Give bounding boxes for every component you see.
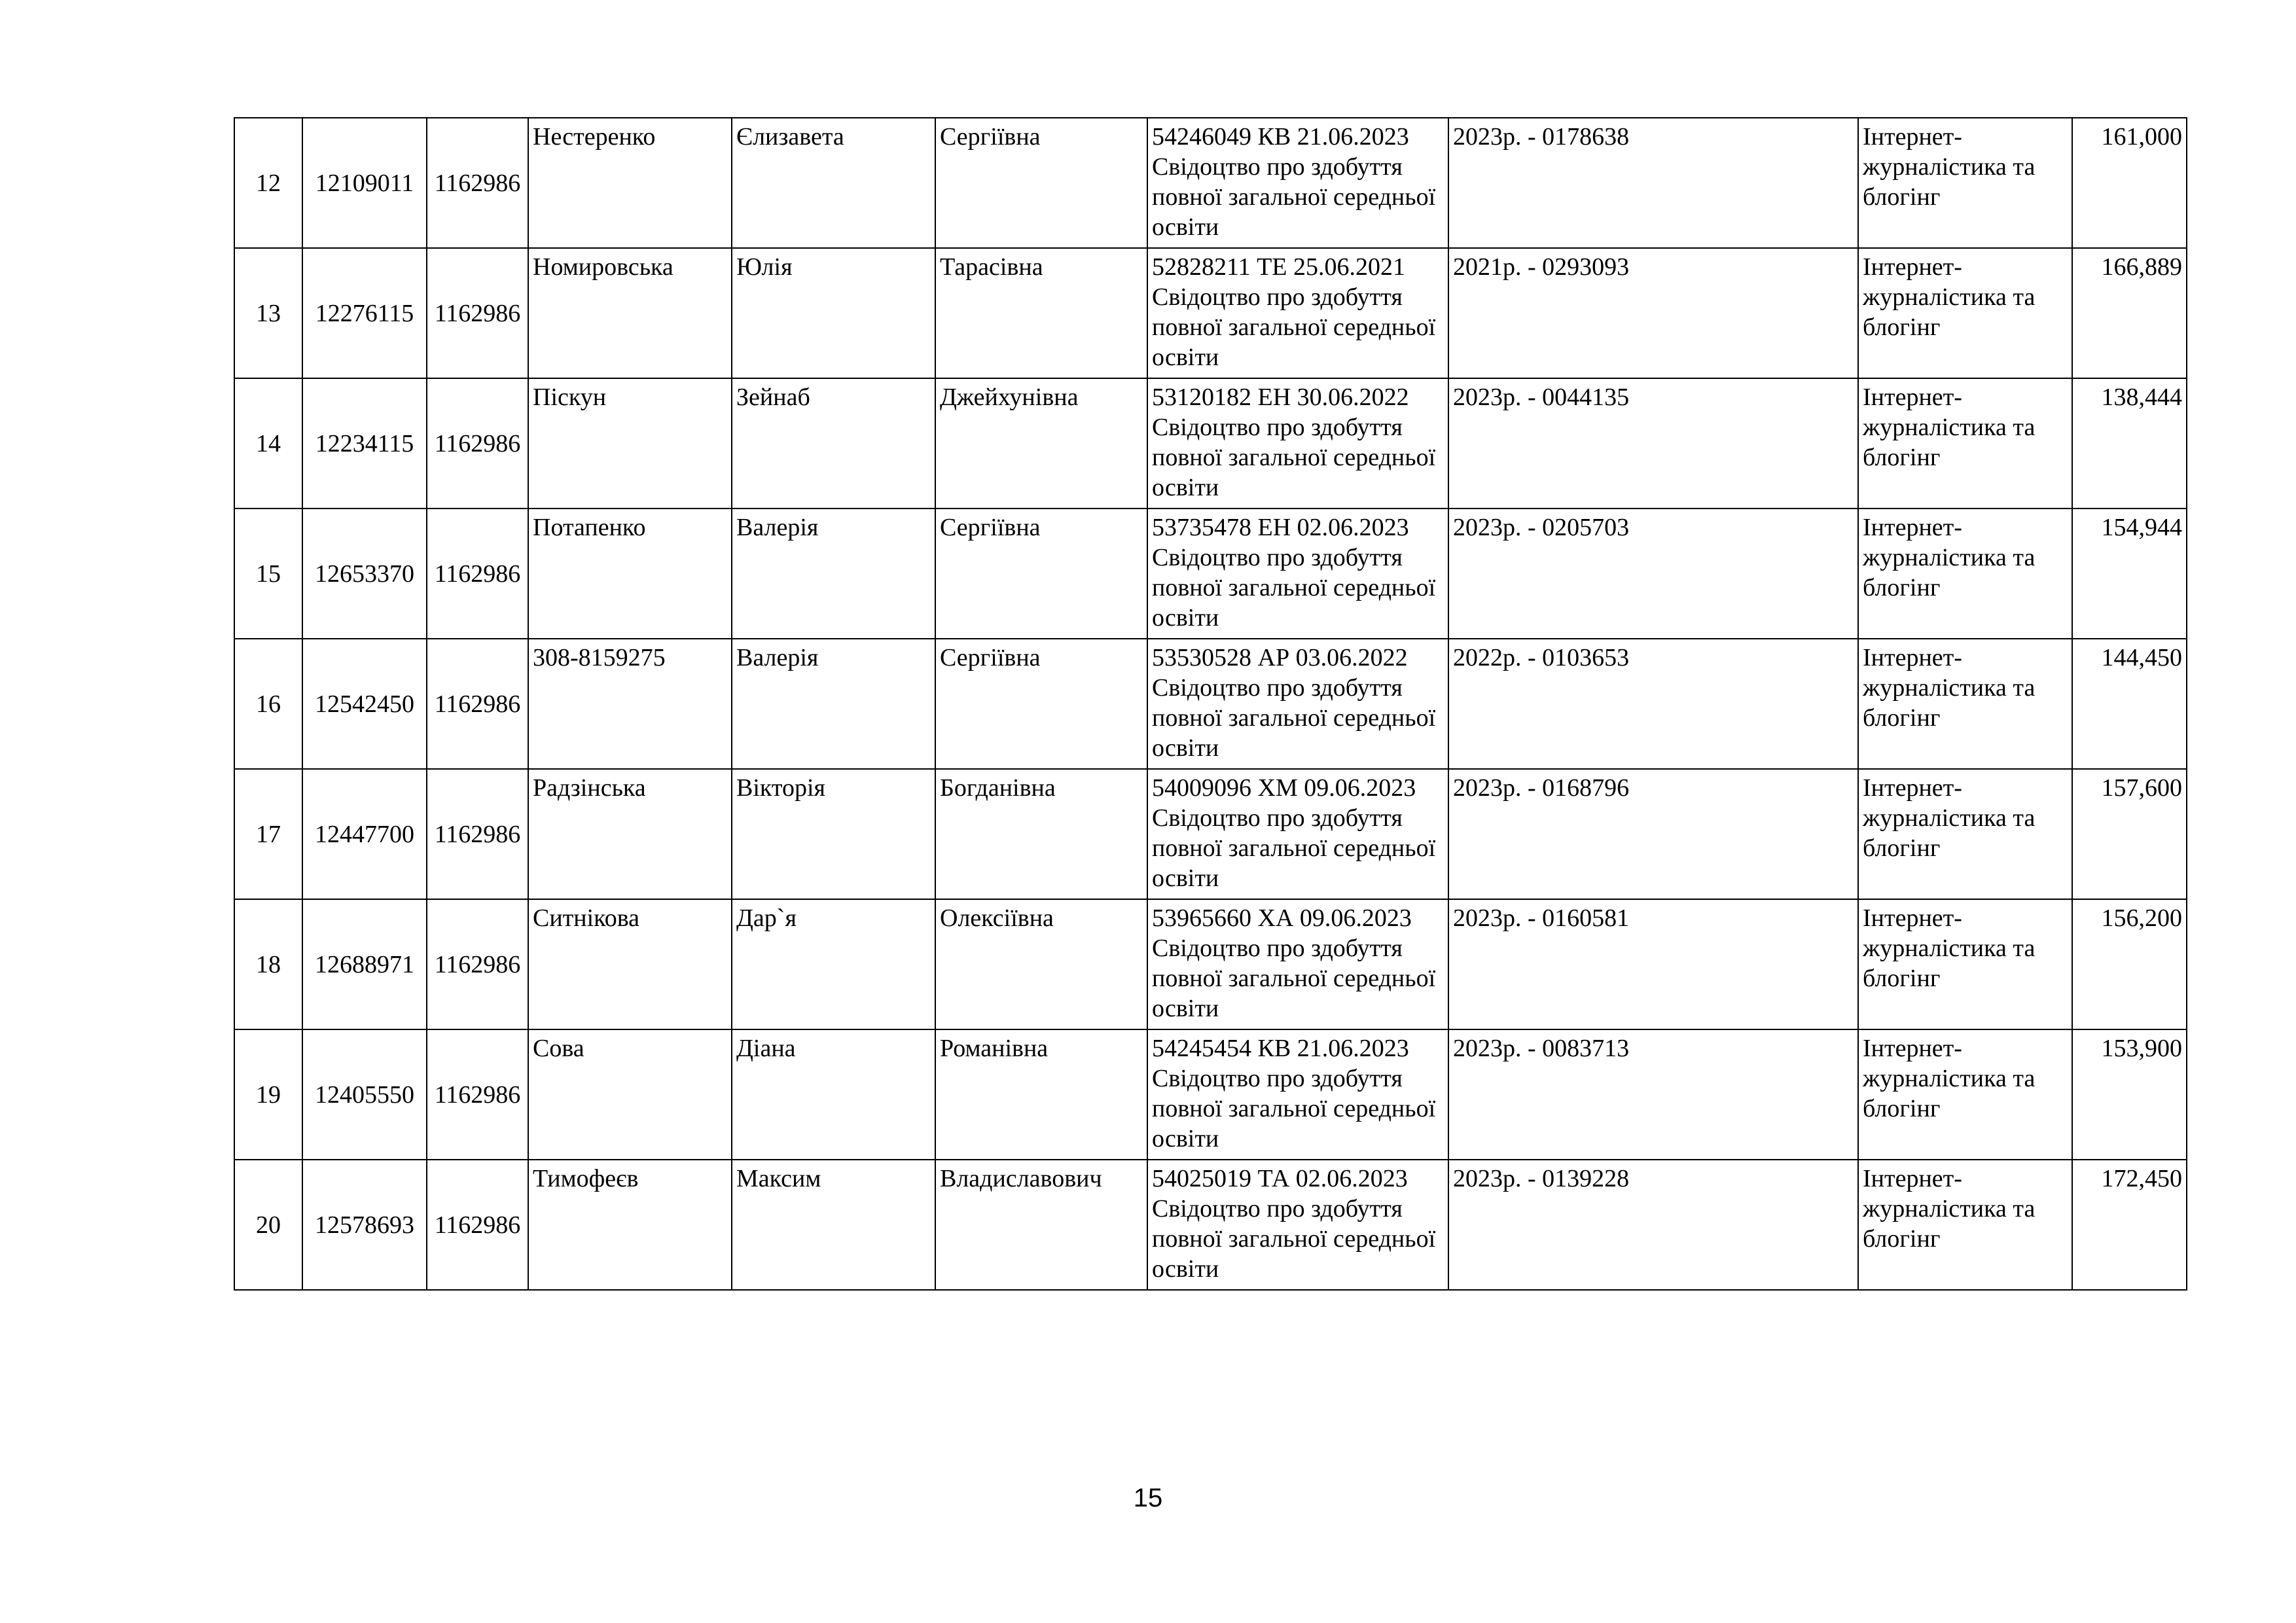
first-name: Єлизавета (736, 123, 844, 151)
certificate-cell (1448, 639, 1858, 769)
applicant-id-cell (302, 378, 427, 508)
competitive-score: 157,600 (2101, 774, 2182, 802)
competition-code-cell (427, 639, 528, 769)
program-cell (1858, 899, 2072, 1029)
patronymic-cell (935, 899, 1147, 1029)
score-cell (2072, 769, 2187, 899)
program-cell (1858, 118, 2072, 248)
patronymic-cell (935, 508, 1147, 639)
competition-code: 1162986 (434, 690, 521, 718)
table-row (234, 899, 2187, 1029)
competition-code-cell (427, 769, 528, 899)
education-document: 53530528 АР 03.06.2022 Свідоцтво про здобуття повної загальної середньої освіти (1152, 644, 1436, 762)
surname-cell (528, 248, 732, 378)
patronymic: Сергіївна (940, 123, 1041, 151)
education-document: 52828211 ТЕ 25.06.2021 Свідоцтво про здобуття повної загальної середньої освіти (1152, 253, 1436, 371)
certificate-cell (1448, 508, 1858, 639)
education-document-cell (1147, 248, 1448, 378)
row-number-cell (234, 1160, 302, 1290)
applicant-id: 12234115 (315, 429, 414, 457)
applicant-id: 12109011 (315, 169, 414, 197)
row-number: 15 (256, 560, 281, 588)
certificate-number: 2022р. - 0103653 (1453, 644, 1630, 671)
row-number: 17 (256, 820, 281, 848)
education-document: 53120182 ЕН 30.06.2022 Свідоцтво про здобуття повної загальної середньої освіти (1152, 383, 1436, 501)
first-name-cell (732, 508, 935, 639)
surname-cell (528, 899, 732, 1029)
applicant-id-cell (302, 639, 427, 769)
applicant-id: 12542450 (315, 690, 414, 718)
first-name: Юлія (736, 253, 793, 281)
surname-cell (528, 508, 732, 639)
patronymic-cell (935, 769, 1147, 899)
education-document-cell (1147, 1160, 1448, 1290)
education-document: 54025019 ТА 02.06.2023 Свідоцтво про здобуття повної загальної середньої освіти (1152, 1165, 1436, 1283)
patronymic: Богданівна (940, 774, 1056, 802)
row-number: 16 (256, 690, 281, 718)
table-row (234, 1029, 2187, 1160)
first-name-cell (732, 899, 935, 1029)
applicant-id-cell (302, 1160, 427, 1290)
program-cell (1858, 639, 2072, 769)
first-name-cell (732, 378, 935, 508)
program-cell (1858, 378, 2072, 508)
competition-code: 1162986 (434, 560, 521, 588)
certificate-cell (1448, 1160, 1858, 1290)
education-document: 54246049 КВ 21.06.2023 Свідоцтво про здобуття повної загальної середньої освіти (1152, 123, 1436, 241)
first-name-cell (732, 1029, 935, 1160)
competitive-score: 166,889 (2101, 253, 2182, 281)
study-program: Інтернет-журналістика та блогінг (1863, 514, 2036, 601)
education-document: 53735478 ЕН 02.06.2023 Свідоцтво про здобуття повної загальної середньої освіти (1152, 514, 1436, 632)
certificate-cell (1448, 248, 1858, 378)
score-cell (2072, 899, 2187, 1029)
applicant-id: 12405550 (315, 1080, 414, 1109)
certificate-cell (1448, 118, 1858, 248)
competition-code: 1162986 (434, 169, 521, 197)
education-document-cell (1147, 378, 1448, 508)
patronymic-cell (935, 639, 1147, 769)
competition-code: 1162986 (434, 950, 521, 978)
study-program: Інтернет-журналістика та блогінг (1863, 644, 2036, 732)
first-name: Валерія (736, 514, 819, 541)
applicant-id-cell (302, 1029, 427, 1160)
surname-cell (528, 639, 732, 769)
surname: Номировська (533, 253, 673, 281)
patronymic: Романівна (940, 1035, 1049, 1062)
table-row (234, 1160, 2187, 1290)
table-row (234, 769, 2187, 899)
competition-code-cell (427, 248, 528, 378)
first-name: Діана (736, 1035, 796, 1062)
applicant-id-cell (302, 248, 427, 378)
patronymic-cell (935, 1029, 1147, 1160)
education-document-cell (1147, 508, 1448, 639)
applicant-id-cell (302, 899, 427, 1029)
certificate-cell (1448, 769, 1858, 899)
applicant-id: 12447700 (315, 820, 414, 848)
program-cell (1858, 1029, 2072, 1160)
score-cell (2072, 118, 2187, 248)
row-number-cell (234, 1029, 302, 1160)
study-program: Інтернет-журналістика та блогінг (1863, 253, 2036, 341)
first-name-cell (732, 639, 935, 769)
education-document-cell (1147, 1029, 1448, 1160)
first-name-cell (732, 118, 935, 248)
surname: Нестеренко (533, 123, 656, 151)
competition-code: 1162986 (434, 1211, 521, 1239)
competition-code-cell (427, 118, 528, 248)
competition-code: 1162986 (434, 429, 521, 457)
applicant-id-cell (302, 508, 427, 639)
competition-code-cell (427, 508, 528, 639)
education-document: 53965660 ХА 09.06.2023 Свідоцтво про здобуття повної загальної середньої освіти (1152, 904, 1436, 1022)
program-cell (1858, 769, 2072, 899)
study-program: Інтернет-журналістика та блогінг (1863, 904, 2036, 992)
score-cell (2072, 639, 2187, 769)
certificate-number: 2023р. - 0178638 (1453, 123, 1630, 151)
study-program: Інтернет-журналістика та блогінг (1863, 1165, 2036, 1253)
row-number-cell (234, 899, 302, 1029)
program-cell (1858, 508, 2072, 639)
competition-code-cell (427, 1160, 528, 1290)
education-document-cell (1147, 118, 1448, 248)
row-number-cell (234, 639, 302, 769)
certificate-number: 2023р. - 0205703 (1453, 514, 1630, 541)
score-cell (2072, 1029, 2187, 1160)
score-cell (2072, 248, 2187, 378)
patronymic: Сергіївна (940, 514, 1041, 541)
education-document: 54245454 КВ 21.06.2023 Свідоцтво про здобуття повної загальної середньої освіти (1152, 1035, 1436, 1152)
row-number-cell (234, 769, 302, 899)
first-name-cell (732, 248, 935, 378)
first-name-cell (732, 769, 935, 899)
applicant-id-cell (302, 118, 427, 248)
row-number-cell (234, 118, 302, 248)
certificate-number: 2023р. - 0160581 (1453, 904, 1630, 932)
page-number: 15 (1133, 1484, 1163, 1512)
competition-code-cell (427, 899, 528, 1029)
surname-cell (528, 1029, 732, 1160)
applicant-id: 12276115 (315, 299, 414, 327)
certificate-cell (1448, 378, 1858, 508)
first-name: Максим (736, 1165, 821, 1192)
competitive-score: 156,200 (2101, 904, 2182, 932)
patronymic-cell (935, 378, 1147, 508)
competition-code-cell (427, 1029, 528, 1160)
patronymic: Сергіївна (940, 644, 1041, 671)
table-row (234, 378, 2187, 508)
patronymic-cell (935, 118, 1147, 248)
surname: Ситнікова (533, 904, 640, 932)
row-number: 12 (256, 169, 281, 197)
competitive-score: 161,000 (2101, 123, 2182, 151)
surname: 308-8159275 (533, 644, 666, 671)
table-row (234, 118, 2187, 248)
row-number-cell (234, 378, 302, 508)
row-number: 13 (256, 299, 281, 327)
competitive-score: 172,450 (2101, 1165, 2182, 1192)
education-document-cell (1147, 769, 1448, 899)
certificate-number: 2023р. - 0139228 (1453, 1165, 1630, 1192)
score-cell (2072, 1160, 2187, 1290)
education-document-cell (1147, 899, 1448, 1029)
patronymic: Владиславович (940, 1165, 1102, 1192)
competitive-score: 138,444 (2101, 383, 2182, 411)
table-row (234, 248, 2187, 378)
competition-code: 1162986 (434, 299, 521, 327)
study-program: Інтернет-журналістика та блогінг (1863, 774, 2036, 862)
table-row (234, 639, 2187, 769)
education-document-cell (1147, 639, 1448, 769)
competitive-score: 153,900 (2101, 1035, 2182, 1062)
program-cell (1858, 248, 2072, 378)
table-body (234, 118, 2187, 1290)
certificate-number: 2023р. - 0168796 (1453, 774, 1630, 802)
first-name-cell (732, 1160, 935, 1290)
surname-cell (528, 378, 732, 508)
row-number-cell (234, 248, 302, 378)
surname: Тимофеєв (533, 1165, 639, 1192)
row-number: 18 (256, 950, 281, 978)
competition-code: 1162986 (434, 820, 521, 848)
certificate-cell (1448, 899, 1858, 1029)
patronymic-cell (935, 248, 1147, 378)
patronymic: Джейхунівна (940, 383, 1079, 411)
competition-code: 1162986 (434, 1080, 521, 1109)
row-number: 19 (256, 1080, 281, 1109)
row-number: 20 (256, 1211, 281, 1239)
first-name: Вікторія (736, 774, 826, 802)
certificate-cell (1448, 1029, 1858, 1160)
patronymic-cell (935, 1160, 1147, 1290)
applicant-id-cell (302, 769, 427, 899)
certificate-number: 2021р. - 0293093 (1453, 253, 1630, 281)
surname: Радзінська (533, 774, 646, 802)
patronymic: Олексіївна (940, 904, 1054, 932)
program-cell (1858, 1160, 2072, 1290)
score-cell (2072, 508, 2187, 639)
surname: Піскун (533, 383, 607, 411)
applicants-table (234, 117, 2187, 1291)
competitive-score: 154,944 (2101, 514, 2182, 541)
first-name: Валерія (736, 644, 819, 671)
row-number-cell (234, 508, 302, 639)
table-row (234, 508, 2187, 639)
competition-code-cell (427, 378, 528, 508)
first-name: Зейнаб (736, 383, 810, 411)
score-cell (2072, 378, 2187, 508)
surname-cell (528, 118, 732, 248)
applicant-id: 12653370 (315, 560, 414, 588)
certificate-number: 2023р. - 0083713 (1453, 1035, 1630, 1062)
surname-cell (528, 769, 732, 899)
study-program: Інтернет-журналістика та блогінг (1863, 1035, 2036, 1122)
first-name: Дар`я (736, 904, 797, 932)
certificate-number: 2023р. - 0044135 (1453, 383, 1630, 411)
applicant-id: 12688971 (315, 950, 414, 978)
row-number: 14 (256, 429, 281, 457)
patronymic: Тарасівна (940, 253, 1043, 281)
competitive-score: 144,450 (2101, 644, 2182, 671)
surname: Потапенко (533, 514, 646, 541)
applicant-id: 12578693 (315, 1211, 414, 1239)
study-program: Інтернет-журналістика та блогінг (1863, 383, 2036, 471)
education-document: 54009096 ХМ 09.06.2023 Свідоцтво про здобуття повної загальної середньої освіти (1152, 774, 1436, 892)
study-program: Інтернет-журналістика та блогінг (1863, 123, 2036, 211)
surname-cell (528, 1160, 732, 1290)
surname: Сова (533, 1035, 584, 1062)
